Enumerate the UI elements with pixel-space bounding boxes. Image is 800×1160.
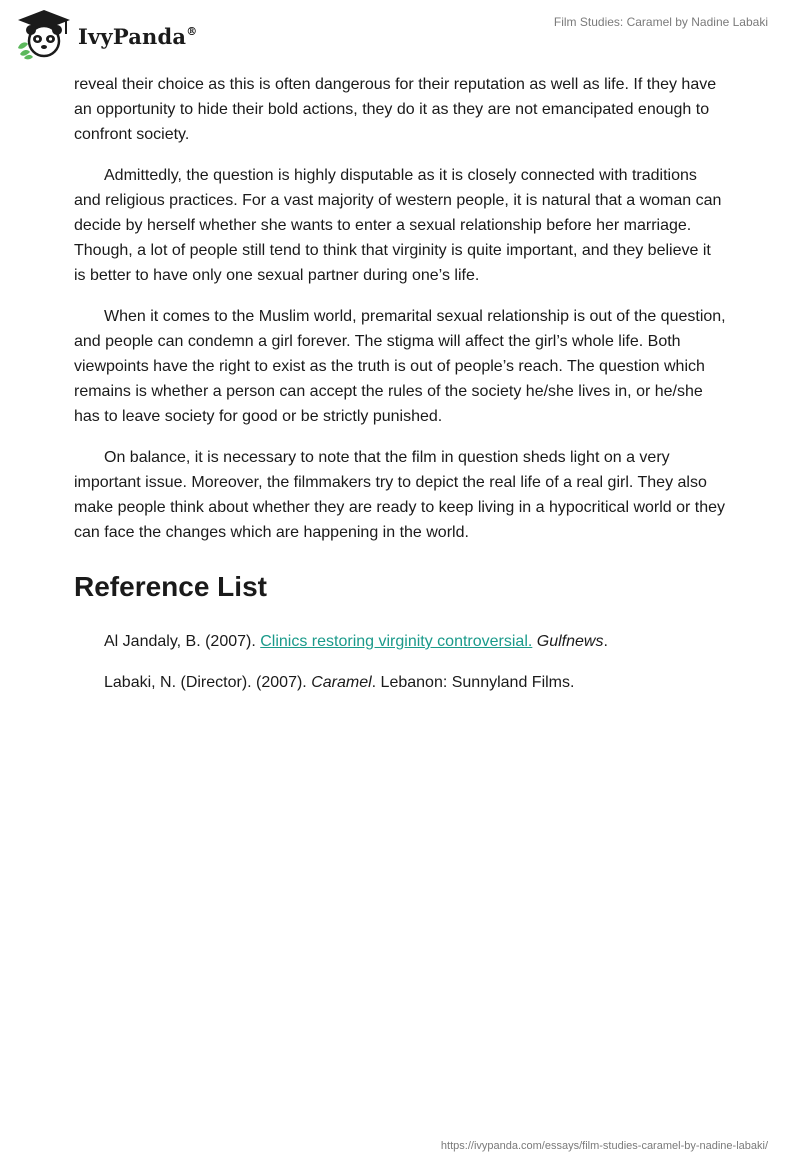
paragraph: On balance, it is necessary to note that the film in question sheds light on a very important issue. Moreover, the filmmakers try to depict the real life of a real girl. They also make people think about whether they are ready to keep living in a hypocritical world or they can face the changes which are happening in the world. (74, 449, 726, 541)
reference-title: Caramel (311, 674, 372, 691)
ivypanda-logo[interactable] (14, 8, 197, 60)
paragraph: reveal their choice as this is often dangerous for their reputation as well as life. If they have an opportunity to hide their bold actions, they do it as they are not emancipated enough to confront society. (74, 76, 717, 143)
panda-graduate-icon (14, 8, 74, 60)
page-header (0, 0, 800, 70)
document-title: Film Studies: Caramel by Nadine Labaki (553, 15, 768, 29)
logo-wordmark: IvyPanda® (78, 23, 198, 49)
source-url: https://ivypanda.com/essays/film-studies-caramel-by-nadine-labaki/ (440, 1140, 768, 1152)
essay-body (74, 72, 726, 711)
reference-link[interactable]: Clinics restoring virginity controversial. (260, 633, 533, 650)
reference-entry: Al Jandaly, B. (2007). Clinics restoring virginity controversial. Gulfnews. (104, 633, 608, 650)
paragraph: Admittedly, the question is highly disputable as it is closely connected with traditions and religious practices. For a vast majority of western people, it is natural that a woman can decide by herself whether she wants to enter a sexual relationship before her marriage. Though, a lot of people still tend to think that virginity is quite important, and they believe it is better to have only one sexual partner during one’s life. (74, 167, 722, 284)
reference-source: Gulfnews (536, 633, 604, 650)
paragraph: When it comes to the Muslim world, premarital sexual relationship is out of the question, and people can condemn a girl forever. The stigma will affect the girl’s whole life. Both viewpoints have the right to exist as the truth is out of people’s reach. The question which remains is whether a person can accept the rules of the society he/she lives in, or he/she has to leave society for good or be strictly punished. (74, 308, 726, 425)
reference-entry: Labaki, N. (Director). (2007). Caramel. Lebanon: Sunnyland Films. (104, 674, 575, 691)
reference-list-heading: Reference List (74, 571, 267, 602)
